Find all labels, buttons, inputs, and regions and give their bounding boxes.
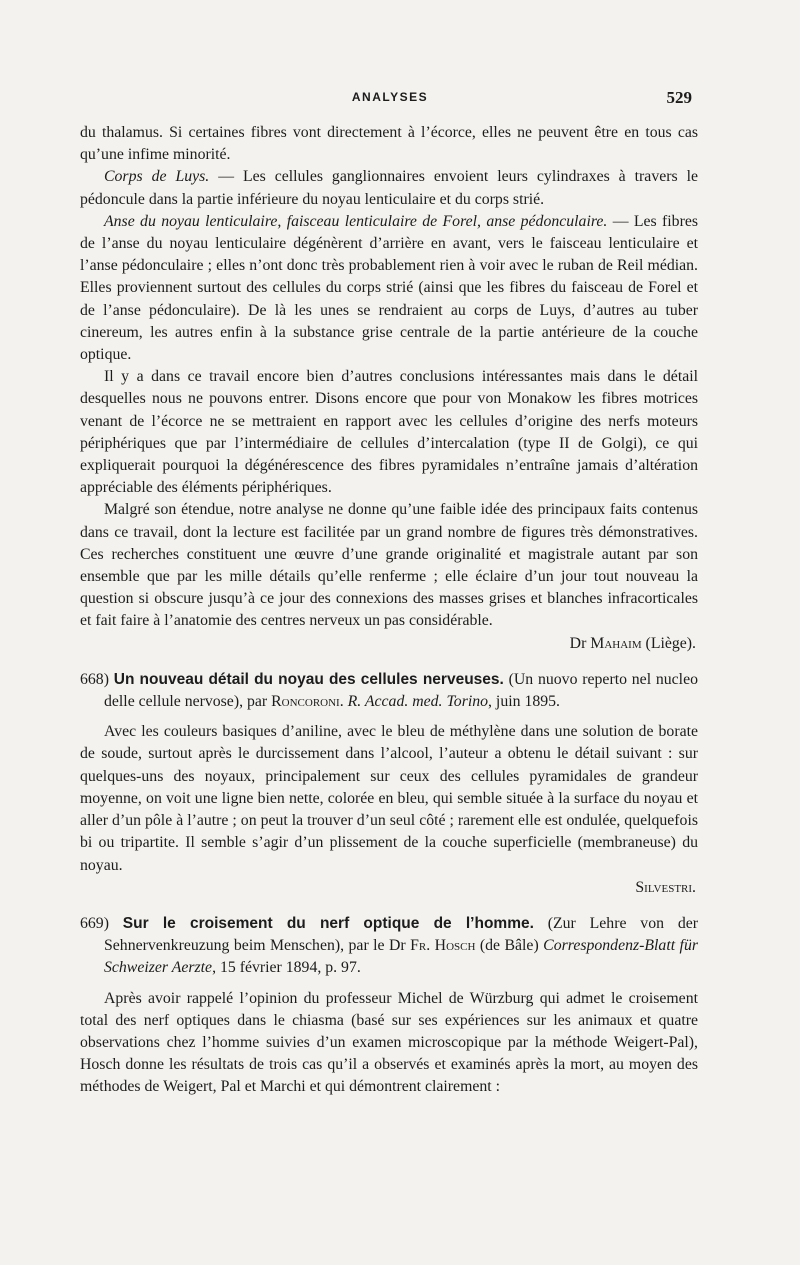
page-header bbox=[80, 88, 700, 110]
article-reference: (Un nuovo reperto nel nucleo delle cellule nervose), par bbox=[104, 670, 698, 711]
signature bbox=[80, 633, 698, 655]
paragraph bbox=[80, 166, 698, 210]
article-number: 669) bbox=[80, 914, 123, 932]
paragraph: Malgré son étendue, notre analyse ne donne qu’une faible idée des principaux faits contenus dans ce travail, dont la lecture est facilitée par un grand nombre de figures très démonstratives. Ces recherches constituent une œuvre d’une grande originalité et magistrale autant par son ensemble que par les mille détails qu’elle renferme ; elle éclaire d’un jour tout nouveau la question si obscure jusqu’à ce jour des connexions des masses grises et blanches infracorticales et fait faire à l’anatomie des centres nerveux un pas considérable. bbox=[80, 501, 698, 630]
article-author: Roncoroni bbox=[271, 693, 340, 711]
signature bbox=[80, 877, 698, 899]
signature-suffix: (Liège). bbox=[641, 634, 696, 652]
paragraph: Il y a dans ce travail encore bien d’autres conclusions intéressantes mais dans le détail desquelles nous ne pouvons entrer. Disons encore que pour von Monakow les fibres motrices venant de l’écorce ne se mettraient en rapport avec les cellules d’origine des nerfs moteurs périphériques que par l’intermédiaire de cellules d’intercalation (type II de Golgi), ce qui expliquerait pourquoi la dégénérescence des fibres pyramidales n’entraîne jamais d’altération appréciable des éléments périphériques. bbox=[80, 368, 698, 497]
article-reference: , juin 1895. bbox=[488, 693, 560, 711]
article-reference: (Zur Lehre von der Sehnervenkreuzung beim Menschen), par le Dr bbox=[104, 914, 699, 955]
paragraph bbox=[80, 211, 698, 366]
signature-name: Silvestri. bbox=[635, 878, 696, 896]
article-journal: R. Accad. med. Torino bbox=[347, 693, 489, 711]
article-reference: . bbox=[339, 693, 348, 711]
article-journal: Correspondenz-Blatt für Schweizer Aerzte bbox=[104, 937, 698, 977]
paragraph-text: — Les fibres de l’anse du noyau lenticulaire dégénèrent d’arrière en avant, vers le faisceau lenticulaire et l’anse pédonculaire ; elles n’ont donc très probablement rien à voir avec le ruban de Reil médian. Elles proviennent surtout des cellules du corps strié (ainsi que les fibres du faisceau de Forel et de l’anse pédonculaire). De là les unes se rendraient au corps de Luys, d’autres au tuber cinereum, les autres enfin à la substance grise centrale de la partie antérieure de la couche optique. bbox=[80, 212, 698, 364]
paragraph: Après avoir rappelé l’opinion du professeur Michel de Würzburg qui admet le croisement total des nerf optiques dans le chiasma (basé sur ses expériences sur les animaux et quatre observations chez l’homme suivies d’un examen microscopique par la méthode Weigert-Pal), Hosch donne les résultats de trois cas qu’il a observés et examinés après la mort, au moyen des méthodes de Weigert, Pal et Marchi et qui démontrent clairement : bbox=[80, 989, 698, 1096]
article-author: Fr. Hosch bbox=[410, 937, 476, 955]
signature-name: Mahaim bbox=[590, 634, 642, 652]
article-reference: (de Bâle) bbox=[475, 937, 544, 955]
article-title: Un nouveau détail du noyau des cellules nerveuses. bbox=[113, 670, 504, 688]
section-title: Anse du noyau lenticulaire, faisceau lenticulaire de Forel, anse pédonculaire. bbox=[104, 212, 608, 230]
article-header bbox=[80, 669, 698, 713]
body-text bbox=[80, 122, 698, 1099]
paragraph: Avec les couleurs basiques d’aniline, avec le bleu de méthylène dans une solution de borate de soude, surtout après le durcissement dans l’alcool, l’auteur a obtenu le détail suivant : sur quelques-uns des noyaux, principalement sur ceux des cellules pyramidales de grandeur moyenne, on voit une ligne bien nette, colorée en bleu, qui semble située à la surface du noyau et aller d’un pôle à l’autre ; on peut la trouver d’un seul côté ; rarement elle est ondulée, quelquefois bi ou tripartite. Il semble s’agir d’un plissement de la couche superficielle (membraneuse) du noyau. bbox=[80, 723, 698, 874]
article-title: Sur le croisement du nerf optique de l’homme. bbox=[122, 914, 534, 932]
article-number: 668) bbox=[80, 670, 114, 688]
section-title: Corps de Luys. bbox=[104, 168, 210, 186]
running-title: ANALYSES bbox=[351, 90, 429, 104]
paragraph: du thalamus. Si certaines fibres vont directement à l’écorce, elles ne peuvent être en tous cas qu’une infime minorité. bbox=[80, 124, 698, 164]
paragraph-text: — Les cellules ganglionnaires envoient leurs cylindraxes à travers le pédoncule dans la partie inférieure du noyau lenticulaire et du corps strié. bbox=[80, 168, 698, 208]
article-reference: , 15 février 1894, p. 97. bbox=[212, 959, 361, 977]
article-header bbox=[80, 913, 698, 980]
signature-prefix: Dr bbox=[569, 634, 591, 652]
page-number: 529 bbox=[666, 88, 692, 107]
